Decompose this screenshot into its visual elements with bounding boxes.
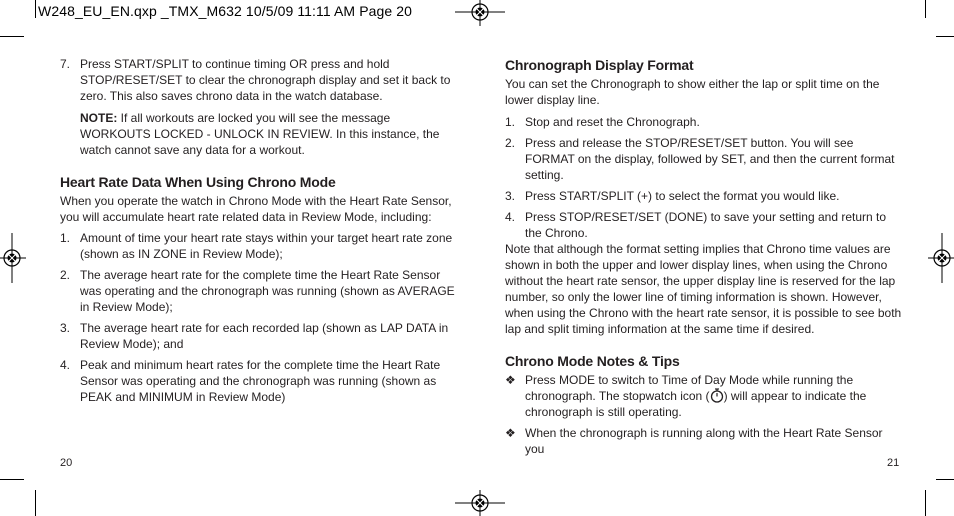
format-step-number: 2. <box>505 136 516 150</box>
note-paragraph <box>80 110 456 158</box>
hr-item-text: The average heart rate for each recorded lap (shown as LAP DATA in Review Mode); and <box>80 321 449 351</box>
hr-item-text: The average heart rate for the complete time the Heart Rate Sensor was operating and the chronograph was running (shown as AVERAGE in Review Mode); <box>80 268 455 314</box>
page-number-left: 20 <box>60 457 73 469</box>
hr-list-item <box>60 357 456 405</box>
page-number-right: 21 <box>887 457 900 469</box>
note-block <box>60 110 456 158</box>
format-step-text: Press and release the STOP/RESET/SET button. You will see FORMAT on the display, followed by SET, and then the current format setting. <box>525 136 895 182</box>
format-step <box>505 209 903 241</box>
diamond-bullet-icon: ❖ <box>505 426 516 440</box>
format-step <box>505 188 903 204</box>
tip-item <box>505 372 903 420</box>
crop-mark-bottom-right-horizontal <box>936 479 954 480</box>
tip-text: When the chronograph is running along with the Heart Rate Sensor you <box>525 426 883 456</box>
registration-mark-right-icon <box>928 233 954 283</box>
tip-item <box>505 425 903 457</box>
tips-heading: Chrono Mode Notes & Tips <box>505 353 680 369</box>
tip-text-after: ) will appear to indicate the chronograph is still operating. <box>525 389 867 419</box>
print-slug: W248_EU_EN.qxp _TMX_M632 10/5/09 11:11 AM Page 20 <box>38 3 413 19</box>
hr-item-text: Amount of time your heart rate stays within your target heart rate zone (shown as IN ZONE in Review Mode); <box>80 231 453 261</box>
hr-item-number: 1. <box>60 231 71 245</box>
format-note: Note that although the format setting implies that Chrono time values are shown in both the upper and lower display lines, when using the Chrono without the heart rate sensor, the upper display line is reserved for the lap number, so only the lower line of timing information is shown. However, when using the Chrono with the heart rate sensor, it is possible to see both lap and split timing information at the same time if desired. <box>505 242 902 336</box>
crop-mark-top-right-horizontal <box>936 36 954 37</box>
stopwatch-icon <box>710 388 724 403</box>
note-label: NOTE: <box>80 111 118 125</box>
step-7-text: Press START/SPLIT to continue timing OR press and hold STOP/RESET/SET to clear the chronograph display and set it back to zero. This also saves chrono data in the watch database. <box>80 57 451 103</box>
hr-list-item <box>60 230 456 262</box>
tip-text <box>525 372 903 420</box>
left-page-column <box>60 56 456 405</box>
format-step-text: Press STOP/RESET/SET (DONE) to save your setting and return to the Chrono. <box>525 210 887 240</box>
format-step-number: 1. <box>505 115 516 129</box>
step-7 <box>60 56 456 104</box>
crop-mark-bottom-right-vertical <box>925 490 926 516</box>
registration-mark-left-icon <box>0 233 26 283</box>
registration-mark-top-icon <box>455 0 505 26</box>
hr-list-item <box>60 267 456 315</box>
step-7-number: 7. <box>60 57 71 71</box>
display-format-heading: Chronograph Display Format <box>505 57 694 73</box>
format-step-text: Stop and reset the Chronograph. <box>525 115 700 129</box>
tip-text-before: Press MODE to switch to Time of Day Mode while running the chronograph. The stopwatch icon ( <box>525 373 854 403</box>
crop-mark-bottom-left-horizontal <box>0 479 24 480</box>
format-step <box>505 114 903 130</box>
hr-item-text: Peak and minimum heart rates for the complete time the Heart Rate Sensor was operating and the chronograph was running (shown as PEAK and MINIMUM in Review Mode) <box>80 358 441 404</box>
hr-item-number: 2. <box>60 268 71 282</box>
heart-rate-heading: Heart Rate Data When Using Chrono Mode <box>60 174 336 190</box>
crop-mark-top-left-horizontal <box>0 36 24 37</box>
heart-rate-intro: When you operate the watch in Chrono Mode with the Heart Rate Sensor, you will accumulate heart rate related data in Review Mode, including: <box>60 194 452 224</box>
right-page-column <box>505 56 903 457</box>
diamond-bullet-icon: ❖ <box>505 373 516 387</box>
format-step-number: 3. <box>505 189 516 203</box>
crop-mark-top-left-vertical <box>35 0 36 18</box>
crop-mark-bottom-left-vertical <box>35 490 36 516</box>
crop-mark-top-right-vertical <box>925 0 926 18</box>
display-format-intro: You can set the Chronograph to show either the lap or split time on the lower display line. <box>505 77 880 107</box>
hr-item-number: 4. <box>60 358 71 372</box>
hr-list-item <box>60 320 456 352</box>
format-step <box>505 135 903 183</box>
note-text: If all workouts are locked you will see the message WORKOUTS LOCKED - UNLOCK IN REVIEW. In this instance, the watch cannot save any data for a workout. <box>80 111 440 157</box>
format-step-number: 4. <box>505 210 516 224</box>
format-step-text: Press START/SPLIT (+) to select the format you would like. <box>525 189 840 203</box>
registration-mark-bottom-icon <box>455 490 505 516</box>
hr-item-number: 3. <box>60 321 71 335</box>
